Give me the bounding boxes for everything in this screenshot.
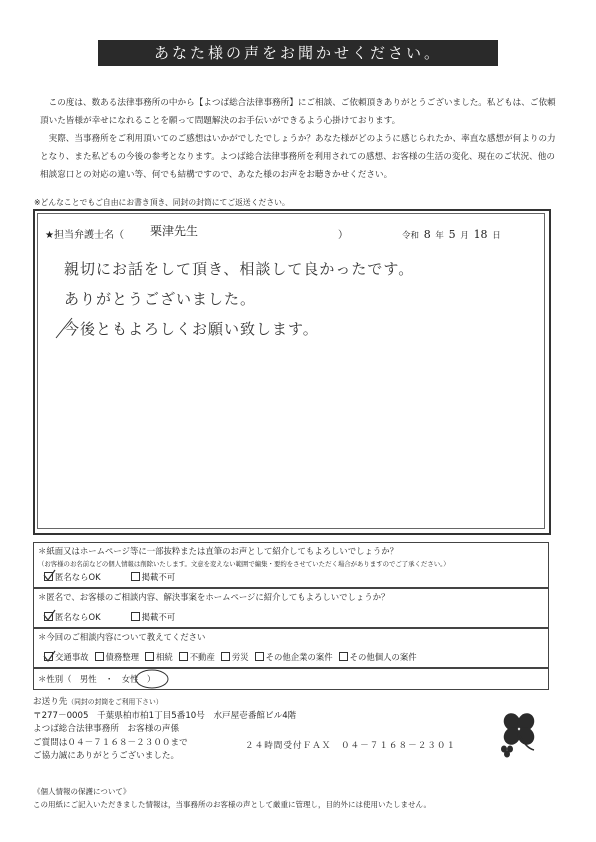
clover-icon <box>490 704 550 764</box>
phone-text: ご質問は０４－７１６８－２３００まで <box>33 737 188 748</box>
lawyer-label: ★担当弁護士名（ <box>45 230 124 241</box>
date-year-unit: 年 <box>435 231 444 241</box>
date-era: 令和 <box>402 231 420 241</box>
privacy-title: 《個人情報の保護について》 <box>33 787 131 796</box>
privacy-block <box>33 785 431 811</box>
option-label: 匿名ならOK <box>55 572 101 582</box>
option-label: 掲載不可 <box>141 612 176 622</box>
option-label: 匿名ならOK <box>55 612 101 622</box>
intro-paragraph-2: 実際、当事務所をご利用頂いてのご感想はいかがでしたでしょうか？あなた様がどのように感じられたか、率直な感想が何よりの力となり、また私どもの今後の参考となります。よつば総合法律事務所を利用されての感想、お客様の生活の変化、現在のご状況、他の相談窓口との対応の違い等、何でも結構ですので、あなた様のお声をお聴きかせください。 <box>40 134 556 180</box>
date-day: 18 <box>473 228 488 241</box>
option-label: 債務整理 <box>105 652 139 662</box>
date-month-unit: 月 <box>460 231 469 241</box>
check-mark-q3 <box>44 651 55 661</box>
circle-female <box>136 670 168 688</box>
question-text: ＊今回のご相談内容について教えてください <box>38 632 206 642</box>
comment-line-3: 今後ともよろしくお願い致します。 <box>64 320 319 338</box>
page-title: あなた様の声をお聞かせください。 <box>98 40 498 66</box>
date-day-unit: 日 <box>492 231 501 241</box>
option-label: その他企業の案件 <box>265 652 333 662</box>
option-label: 労災 <box>231 652 249 662</box>
fax-text: ２４時間受付ＦＡＸ ０４－７１６８－２３０１ <box>245 741 457 751</box>
lawyer-name-handwritten[interactable]: 栗津先生 <box>150 224 199 238</box>
intro-paragraph-1: この度は、数ある法律事務所の中から【よつば総合法律事務所】にご相談、ご依頼頂きありがとうございました。私どもは、ご依頼頂いた皆様が幸せになれることを願って問題解決のお手伝いができるよう心掛けております。 <box>40 98 556 126</box>
comment-line-2: ありがとうございました。 <box>64 290 257 308</box>
date-month: 5 <box>448 228 456 241</box>
option-label: 掲載不可 <box>141 572 176 582</box>
postal-address: 〒277－0005 千葉県柏市柏1丁目5番10号 水戸屋壱番館ビル4階 <box>33 710 297 721</box>
privacy-text: この用紙にご記入いただきました情報は，当事務所のお客様の声として厳重に管理し，目的外には使用いたしません。 <box>33 800 431 809</box>
send-to-block <box>33 696 296 764</box>
comment-line-1: 親切にお話をして頂き、相談して良かったです。 <box>64 260 415 278</box>
question-text: ＊紙面又はホームページ等に一部抜粋または直筆のお声として紹介してもよろしいでしょうか？ <box>38 546 398 556</box>
question-note: （お客様のお名前などの個人情報は削除いたします。文意を変えない範囲で編集・要約をさせていただく場合がありますのでご了承ください。） <box>38 560 450 568</box>
option-label: 不動産 <box>189 652 215 662</box>
underline-comment-3 <box>56 318 72 338</box>
question-text[interactable]: ＊性別（ 男性 ・ 女性 ） <box>38 674 156 684</box>
instruction-note: ※どんなことでもご自由にお書き頂き、同封の封筒にてご返送ください。 <box>34 198 290 207</box>
send-to-label: お送り先 <box>33 697 68 707</box>
date-year: 8 <box>423 228 431 241</box>
check-mark-q1 <box>44 570 55 580</box>
thanks-text: ご協力誠にありがとうございました。 <box>33 751 180 761</box>
question-text: ＊匿名で、お客様のご相談内容、解決事案をホームページに紹介してもよろしいでしょうか？ <box>38 592 390 602</box>
check-mark-q2 <box>44 610 55 620</box>
office-name: よつば総合法律事務所 お客様の声係 <box>33 724 180 734</box>
option-label: その他個人の案件 <box>349 652 417 662</box>
option-label: 交通事故 <box>55 652 89 662</box>
option-label: 相続 <box>156 652 173 662</box>
lawyer-label-close: ） <box>338 230 348 241</box>
send-to-note: （同封の封筒をご利用下さい） <box>67 698 163 706</box>
